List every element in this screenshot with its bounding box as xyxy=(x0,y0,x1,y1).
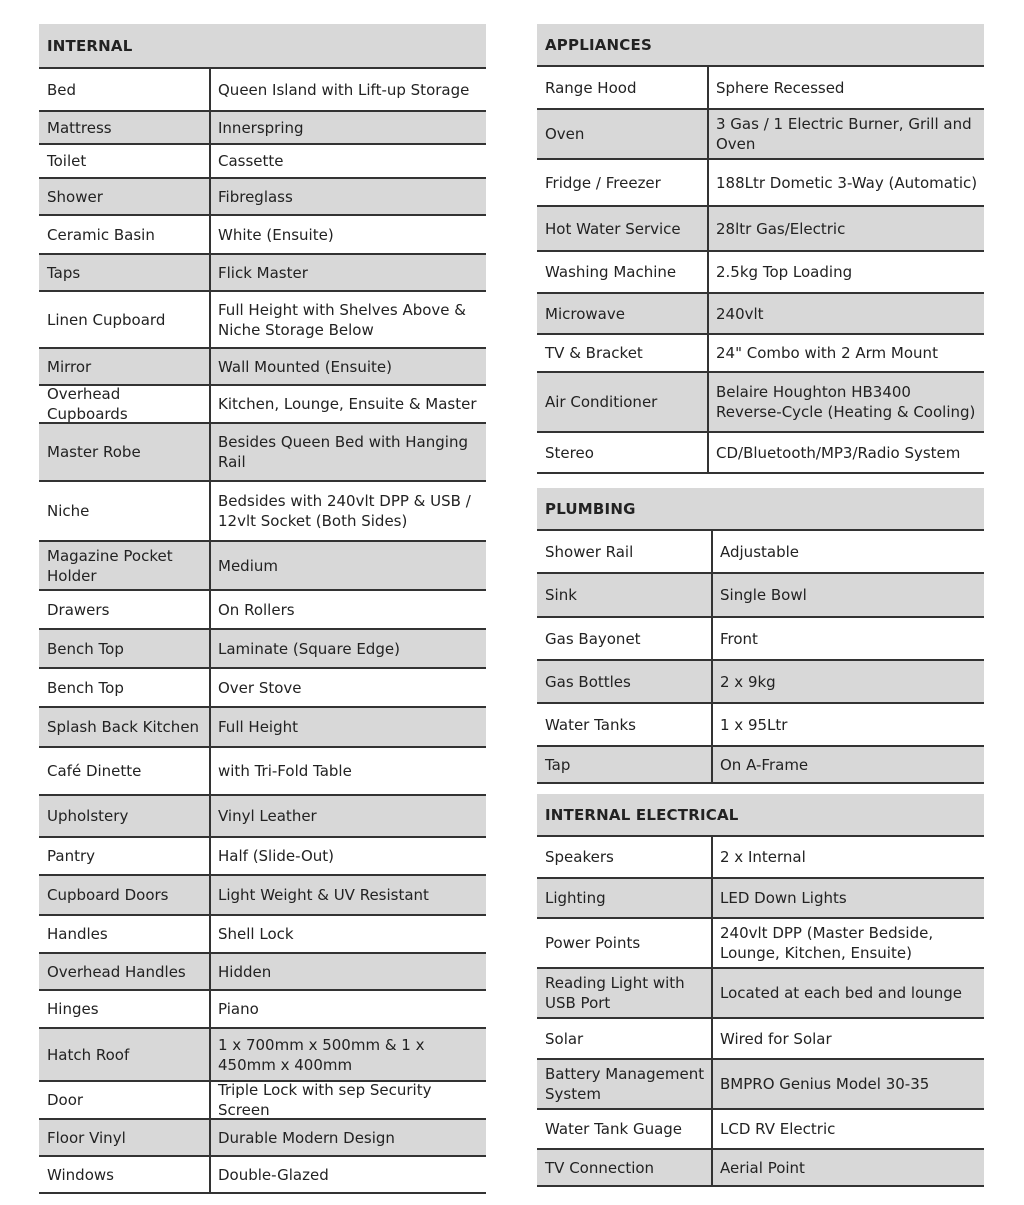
spec-label-text: Power Points xyxy=(545,934,641,952)
spec-value xyxy=(211,69,486,110)
spec-value xyxy=(211,1157,486,1192)
spec-value-text: 240vlt xyxy=(716,304,764,323)
spec-label-text: Gas Bottles xyxy=(545,672,631,691)
plumbing-row xyxy=(537,618,984,661)
spec-value xyxy=(211,386,486,422)
spec-value-text: Double-Glazed xyxy=(218,1165,329,1184)
spec-value-text: with Tri-Fold Table xyxy=(218,762,352,780)
spec-value xyxy=(211,748,486,794)
spec-value xyxy=(713,919,984,967)
spec-label-text: Gas Bayonet xyxy=(545,629,641,648)
spec-value xyxy=(709,433,984,472)
spec-value-text: Piano xyxy=(218,1000,259,1018)
spec-label xyxy=(39,796,211,836)
spec-value-text: Queen Island with Lift-up Storage xyxy=(218,80,470,99)
spec-value xyxy=(709,373,984,431)
spec-label-text: Splash Back Kitchen xyxy=(47,718,200,736)
spec-value xyxy=(211,349,486,384)
spec-value-text: Laminate (Square Edge) xyxy=(218,639,400,658)
spec-value-text: Triple Lock with sep Security Screen xyxy=(218,1081,432,1119)
spec-value-text: 3 Gas / 1 Electric Burner, Grill and Oven xyxy=(716,115,972,153)
spec-value xyxy=(709,294,984,333)
spec-label xyxy=(39,1120,211,1155)
internal-row xyxy=(39,542,486,591)
spec-label-text: Air Conditioner xyxy=(545,393,658,411)
internal-row xyxy=(39,630,486,669)
internal-row xyxy=(39,669,486,708)
spec-value xyxy=(713,1110,984,1148)
spec-label-text: Tap xyxy=(545,755,571,774)
spec-value xyxy=(713,1019,984,1058)
spec-value-text: Wall Mounted (Ensuite) xyxy=(218,357,392,376)
spec-value xyxy=(713,969,984,1017)
internal-row xyxy=(39,255,486,292)
spec-value-text: Front xyxy=(720,629,758,648)
internal-row xyxy=(39,292,486,349)
spec-label-text: Shower xyxy=(47,187,103,206)
spec-label-text: Hinges xyxy=(47,1000,99,1018)
spec-value-text: White (Ensuite) xyxy=(218,225,334,244)
spec-value xyxy=(713,1150,984,1185)
spec-label xyxy=(537,110,709,158)
internal-rows xyxy=(39,69,486,1194)
appliances-row xyxy=(537,110,984,160)
spec-value-text: Cassette xyxy=(218,152,284,170)
section-header-internal: INTERNAL xyxy=(39,24,486,69)
spec-label xyxy=(537,252,709,292)
internal-row xyxy=(39,876,486,916)
internal-row xyxy=(39,349,486,386)
spec-label xyxy=(39,1029,211,1080)
spec-value xyxy=(211,542,486,589)
spec-label-text: Master Robe xyxy=(47,443,141,461)
spec-value-text: Aerial Point xyxy=(720,1158,805,1177)
spec-label xyxy=(39,591,211,628)
plumbing-row xyxy=(537,531,984,574)
appliances-row xyxy=(537,373,984,433)
spec-label-text: Range Hood xyxy=(545,78,637,97)
spec-label-text: Handles xyxy=(47,925,108,943)
spec-label xyxy=(39,991,211,1027)
spec-value-text: Hidden xyxy=(218,962,272,981)
spec-label xyxy=(537,747,713,782)
spec-value xyxy=(211,876,486,914)
spec-value xyxy=(709,110,984,158)
spec-label-text: TV & Bracket xyxy=(545,344,643,362)
spec-value-text: Half (Slide-Out) xyxy=(218,847,335,865)
internal-row xyxy=(39,591,486,630)
electrical-row xyxy=(537,1110,984,1150)
section-spacer xyxy=(537,474,984,488)
spec-value xyxy=(211,630,486,667)
appliances-row xyxy=(537,433,984,474)
spec-label-text: Sink xyxy=(545,586,577,604)
spec-value-text: Fibreglass xyxy=(218,187,293,206)
appliances-table xyxy=(537,24,984,474)
spec-label-text: Door xyxy=(47,1091,84,1109)
internal-row xyxy=(39,1120,486,1157)
spec-label xyxy=(537,618,713,659)
spec-label xyxy=(537,969,713,1017)
spec-value xyxy=(211,796,486,836)
spec-label xyxy=(39,708,211,746)
spec-label xyxy=(39,916,211,952)
spec-value xyxy=(713,618,984,659)
internal-row xyxy=(39,991,486,1029)
spec-value-text: 2 x Internal xyxy=(720,848,806,866)
spec-value-text: Besides Queen Bed with Hanging Rail xyxy=(218,433,468,471)
spec-label xyxy=(537,433,709,472)
spec-value xyxy=(211,255,486,290)
appliances-rows xyxy=(537,67,984,474)
spec-label-text: Microwave xyxy=(545,304,625,323)
spec-value xyxy=(713,704,984,745)
spec-label xyxy=(537,837,713,877)
spec-label-text: Linen Cupboard xyxy=(47,310,166,329)
internal-row xyxy=(39,482,486,542)
spec-label xyxy=(39,482,211,540)
spec-value xyxy=(709,335,984,371)
spec-value-text: Wired for Solar xyxy=(720,1029,832,1048)
plumbing-row xyxy=(537,747,984,784)
spec-value xyxy=(713,661,984,702)
spec-value xyxy=(713,747,984,782)
spec-label-text: Fridge / Freezer xyxy=(545,173,661,192)
internal-row xyxy=(39,748,486,796)
spec-value xyxy=(211,1120,486,1155)
spec-value xyxy=(211,591,486,628)
spec-label xyxy=(39,542,211,589)
spec-label-text: Café Dinette xyxy=(47,762,142,780)
electrical-row xyxy=(537,879,984,919)
spec-value xyxy=(211,482,486,540)
section-header-electrical: INTERNAL ELECTRICAL xyxy=(537,794,984,837)
spec-value xyxy=(211,838,486,874)
spec-label xyxy=(39,292,211,347)
spec-value xyxy=(709,207,984,250)
internal-row xyxy=(39,424,486,482)
electrical-row xyxy=(537,1150,984,1187)
spec-label xyxy=(537,1150,713,1185)
appliances-row xyxy=(537,335,984,373)
internal-table xyxy=(39,24,486,1194)
spec-label xyxy=(537,704,713,745)
electrical-row xyxy=(537,969,984,1019)
spec-label-text: Niche xyxy=(47,502,90,520)
internal-row xyxy=(39,954,486,991)
spec-label-text: Water Tanks xyxy=(545,715,636,734)
spec-label-text: Shower Rail xyxy=(545,542,634,561)
spec-value-text: Durable Modern Design xyxy=(218,1128,395,1147)
spec-label xyxy=(39,876,211,914)
spec-label xyxy=(39,954,211,989)
spec-label xyxy=(537,531,713,572)
spec-value-text: Located at each bed and lounge xyxy=(720,984,963,1002)
appliances-row xyxy=(537,160,984,207)
spec-label xyxy=(39,386,211,422)
spec-value xyxy=(211,424,486,480)
plumbing-row xyxy=(537,704,984,747)
internal-row xyxy=(39,1082,486,1120)
spec-label xyxy=(537,919,713,967)
spec-label-text: Mattress xyxy=(47,118,112,137)
spec-value xyxy=(211,145,486,177)
spec-value xyxy=(709,252,984,292)
spec-value xyxy=(713,531,984,572)
spec-value xyxy=(713,879,984,917)
spec-label xyxy=(39,145,211,177)
spec-value xyxy=(211,179,486,214)
spec-label xyxy=(39,179,211,214)
plumbing-row xyxy=(537,661,984,704)
spec-value xyxy=(713,837,984,877)
spec-value-text: 240vlt DPP (Master Bedside, Lounge, Kitchen, Ensuite) xyxy=(720,924,934,962)
spec-label xyxy=(39,424,211,480)
spec-value-text: 28ltr Gas/Electric xyxy=(716,219,846,238)
electrical-row xyxy=(537,837,984,879)
spec-value-text: CD/Bluetooth/MP3/Radio System xyxy=(716,443,961,462)
spec-label xyxy=(537,335,709,371)
spec-value xyxy=(211,669,486,706)
appliances-row xyxy=(537,252,984,294)
internal-row xyxy=(39,796,486,838)
spec-label xyxy=(39,838,211,874)
spec-value xyxy=(713,574,984,616)
spec-label-text: Washing Machine xyxy=(545,263,677,281)
spec-value xyxy=(709,67,984,108)
plumbing-rows xyxy=(537,531,984,784)
spec-value-text: On A-Frame xyxy=(720,755,809,774)
spec-value-text: Single Bowl xyxy=(720,586,807,604)
spec-label-text: Mirror xyxy=(47,357,92,376)
spec-value xyxy=(211,112,486,143)
electrical-row xyxy=(537,1019,984,1060)
spec-label-text: Overhead Handles xyxy=(47,962,186,981)
spec-label-text: Speakers xyxy=(545,848,614,866)
spec-label-text: Cupboard Doors xyxy=(47,886,169,904)
spec-label-text: Overhead Cupboards xyxy=(47,385,128,423)
spec-label xyxy=(39,216,211,253)
internal-row xyxy=(39,916,486,954)
spec-label xyxy=(39,255,211,290)
spec-value xyxy=(211,1029,486,1080)
spec-label-text: Solar xyxy=(545,1029,584,1048)
spec-label-text: Hot Water Service xyxy=(545,219,681,238)
spec-label-text: Windows xyxy=(47,1165,114,1184)
spec-value xyxy=(211,991,486,1027)
spec-value xyxy=(211,216,486,253)
spec-label xyxy=(537,1110,713,1148)
spec-value-text: 2.5kg Top Loading xyxy=(716,263,853,281)
spec-value-text: Bedsides with 240vlt DPP & USB / 12vlt Socket (Both Sides) xyxy=(218,492,471,530)
spec-label-text: Pantry xyxy=(47,847,95,865)
spec-value-text: Flick Master xyxy=(218,263,308,282)
spec-label-text: Hatch Roof xyxy=(47,1045,130,1064)
spec-label-text: Oven xyxy=(545,125,585,143)
spec-value-text: LED Down Lights xyxy=(720,889,847,907)
spec-value-text: Vinyl Leather xyxy=(218,807,317,825)
spec-label xyxy=(39,669,211,706)
spec-value-text: Full Height with Shelves Above & Niche Storage Below xyxy=(218,300,467,339)
spec-value-text: 1 x 700mm x 500mm & 1 x 450mm x 400mm xyxy=(218,1035,425,1074)
spec-value-text: Adjustable xyxy=(720,542,799,561)
internal-row xyxy=(39,386,486,424)
spec-label xyxy=(537,294,709,333)
spec-label xyxy=(39,112,211,143)
section-header-plumbing: PLUMBING xyxy=(537,488,984,531)
spec-label xyxy=(39,630,211,667)
internal-row xyxy=(39,1157,486,1194)
right-column xyxy=(537,24,984,1187)
spec-label xyxy=(537,574,713,616)
spec-label-text: Upholstery xyxy=(47,807,129,825)
spec-label-text: Bench Top xyxy=(47,678,124,697)
spec-value-text: Kitchen, Lounge, Ensuite & Master xyxy=(218,395,477,413)
spec-label-text: Floor Vinyl xyxy=(47,1128,126,1147)
internal-row xyxy=(39,1029,486,1082)
internal-row xyxy=(39,708,486,748)
spec-value-text: Sphere Recessed xyxy=(716,78,845,97)
electrical-rows xyxy=(537,837,984,1187)
spec-value xyxy=(211,292,486,347)
spec-value xyxy=(211,916,486,952)
appliances-row xyxy=(537,207,984,252)
spec-value-text: 2 x 9kg xyxy=(720,672,776,691)
spec-label-text: Ceramic Basin xyxy=(47,225,155,244)
spec-value-text: BMPRO Genius Model 30-35 xyxy=(720,1075,930,1093)
spec-label-text: Bed xyxy=(47,80,77,99)
spec-label xyxy=(537,661,713,702)
spec-label-text: Reading Light with USB Port xyxy=(545,974,685,1012)
spec-label-text: Battery Management System xyxy=(545,1065,705,1103)
spec-label-text: Water Tank Guage xyxy=(545,1120,683,1138)
electrical-row xyxy=(537,1060,984,1110)
spec-value-text: 1 x 95Ltr xyxy=(720,715,788,734)
spec-value-text: 24" Combo with 2 Arm Mount xyxy=(716,344,938,362)
spec-label xyxy=(39,1082,211,1118)
spec-value-text: Innerspring xyxy=(218,118,304,137)
electrical-table xyxy=(537,794,984,1187)
internal-row xyxy=(39,216,486,255)
internal-column xyxy=(39,24,486,1194)
section-spacer xyxy=(537,784,984,794)
appliances-row xyxy=(537,294,984,335)
spec-label-text: Drawers xyxy=(47,600,110,619)
spec-label-text: Toilet xyxy=(47,152,87,170)
spec-label xyxy=(39,349,211,384)
section-header-appliances: APPLIANCES xyxy=(537,24,984,67)
spec-value-text: LCD RV Electric xyxy=(720,1120,836,1138)
spec-value-text: Over Stove xyxy=(218,678,302,697)
internal-row xyxy=(39,112,486,145)
spec-value-text: On Rollers xyxy=(218,600,295,619)
spec-label-text: Lighting xyxy=(545,889,606,907)
spec-value-text: Medium xyxy=(218,556,278,575)
internal-row xyxy=(39,838,486,876)
spec-label xyxy=(537,1060,713,1108)
appliances-row xyxy=(537,67,984,110)
plumbing-table xyxy=(537,488,984,784)
spec-value xyxy=(709,160,984,205)
spec-value-text: 188Ltr Dometic 3-Way (Automatic) xyxy=(716,173,978,192)
spec-value-text: Belaire Houghton HB3400 Reverse-Cycle (Heating & Cooling) xyxy=(716,383,976,421)
spec-label xyxy=(39,1157,211,1192)
internal-row xyxy=(39,145,486,179)
spec-label xyxy=(537,160,709,205)
spec-value-text: Shell Lock xyxy=(218,925,294,943)
spec-value-text: Light Weight & UV Resistant xyxy=(218,886,429,904)
spec-label xyxy=(537,67,709,108)
spec-value xyxy=(211,1082,486,1118)
spec-value xyxy=(211,954,486,989)
spec-label-text: Magazine Pocket Holder xyxy=(47,546,173,585)
spec-value xyxy=(713,1060,984,1108)
spec-label-text: Taps xyxy=(47,263,81,282)
spec-value-text: Full Height xyxy=(218,718,299,736)
internal-row xyxy=(39,179,486,216)
internal-row xyxy=(39,69,486,112)
spec-label-text: TV Connection xyxy=(545,1158,655,1177)
spec-label xyxy=(537,373,709,431)
spec-label xyxy=(537,879,713,917)
spec-label xyxy=(537,207,709,250)
plumbing-row xyxy=(537,574,984,618)
spec-label xyxy=(537,1019,713,1058)
spec-label-text: Bench Top xyxy=(47,639,124,658)
spec-value xyxy=(211,708,486,746)
electrical-row xyxy=(537,919,984,969)
spec-label xyxy=(39,748,211,794)
spec-label-text: Stereo xyxy=(545,443,594,462)
spec-label xyxy=(39,69,211,110)
